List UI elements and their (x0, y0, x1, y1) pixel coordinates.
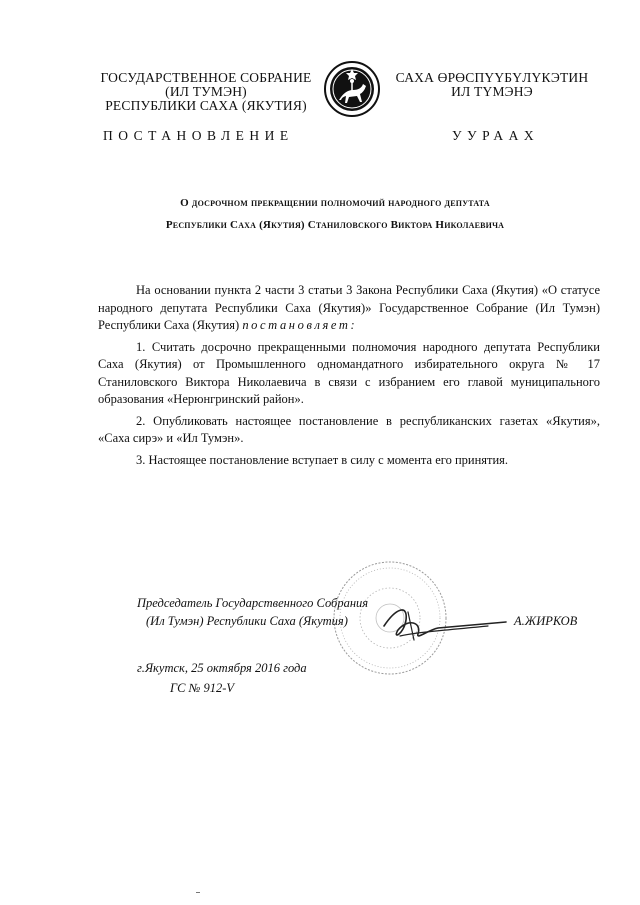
body-paragraph-1: 1. Считать досрочно прекращенными полномочия народного депутата Республики Саха (Якутия) от Промышленного одномандатного избирательного округа № 17 Станиловского Виктора Николаевича в связи с избранием его главой муниципального образования «Нерюнгринский район». (98, 339, 600, 406)
signatory-position-line-2: (Ил Тумэн) Республики Саха (Якутия) (146, 614, 348, 628)
header-left-block (92, 71, 320, 113)
document-title (100, 192, 570, 236)
document-body (98, 282, 600, 473)
preamble-text: На основании пункта 2 части 3 статьи 3 Закона Республики Саха (Якутия) «О статусе народного депутата Республики Саха (Якутия)» Государственное Собрание (Ил Тумэн) Республики Саха (Якутия) (98, 283, 600, 332)
doc-type-right: УУРААХ (452, 128, 540, 143)
signatory-name: А.ЖИРКОВ (514, 614, 578, 628)
header-left-line-2: (ИЛ ТУМЭН) (165, 84, 247, 99)
signatory-position-line-1: Председатель Государственного Собрания (137, 596, 369, 610)
resolution-number: ГС № 912-V (170, 681, 235, 695)
header-left-line-1: ГОСУДАРСТВЕННОЕ СОБРАНИЕ (100, 70, 312, 85)
emblem-icon (323, 60, 381, 118)
header-right-line-2: ИЛ ТҮМЭНЭ (451, 84, 533, 99)
body-paragraph-3: 3. Настоящее постановление вступает в силу с момента его принятия. (136, 452, 509, 467)
doc-type-left: ПОСТАНОВЛЕНИЕ (103, 128, 294, 143)
handwritten-signature (378, 600, 508, 648)
place-and-date: г.Якутск, 25 октября 2016 года (137, 661, 307, 675)
body-paragraph-2: 2. Опубликовать настоящее постановление в республиканских газетах «Якутия», «Саха сирэ» и «Ил Тумэн». (98, 413, 600, 445)
page-footer-mark (196, 892, 200, 893)
document-title-line-1: О досрочном прекращении полномочий народного депутата (180, 197, 490, 209)
header-right-block (392, 71, 592, 99)
header-left-line-3: РЕСПУБЛИКИ САХА (ЯКУТИЯ) (105, 98, 307, 113)
resolve-word: постановляет: (242, 318, 358, 332)
document-title-line-2: Республики Саха (Якутия) Станиловского Виктора Николаевича (165, 219, 505, 231)
header-right-line-1: САХА ӨРӨСПҮҮБҮЛҮКЭТИН (395, 70, 589, 85)
body-paragraph-preamble (98, 282, 600, 335)
